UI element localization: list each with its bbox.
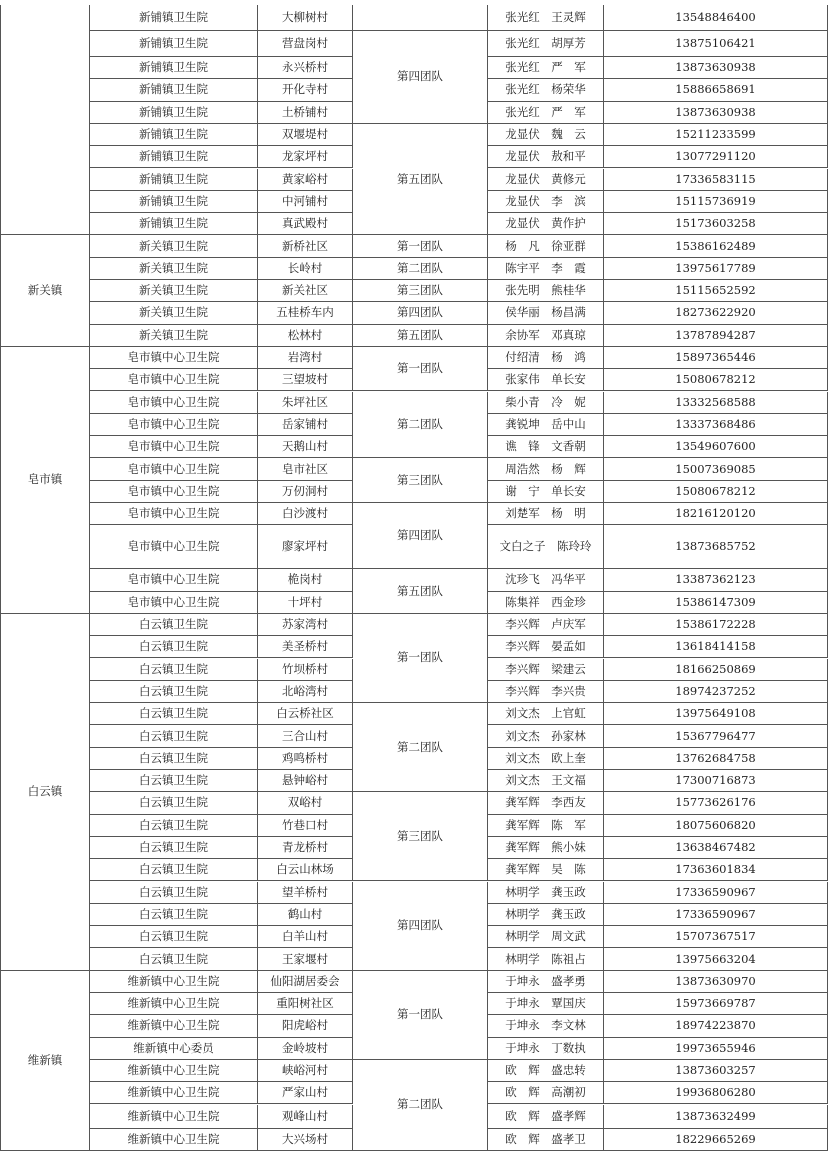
village-cell: 重阳树社区 [258,993,353,1015]
village-cell: 白羊山村 [258,926,353,948]
members-cell: 龙显伏 敖和平 [488,146,604,168]
hospital-cell: 新关镇卫生院 [90,258,258,280]
hospital-cell: 新关镇卫生院 [90,235,258,257]
members-cell: 龚军辉 李西友 [488,792,604,814]
phone-cell: 18974237252 [604,681,828,703]
members-cell: 林明学 周文武 [488,926,604,948]
members-cell: 于坤永 丁数执 [488,1038,604,1060]
members-cell: 张光红 严 军 [488,57,604,79]
village-cell: 黄家峪村 [258,169,353,191]
members-cell: 李兴辉 梁建云 [488,659,604,681]
village-cell: 皂市社区 [258,458,353,480]
phone-cell: 19936806280 [604,1082,828,1104]
hospital-cell: 白云镇卫生院 [90,859,258,881]
village-cell: 苏家湾村 [258,614,353,636]
village-cell: 土桥铺村 [258,102,353,124]
village-cell: 鸡鸣桥村 [258,748,353,770]
team-cell: 第五团队 [353,124,488,236]
members-cell: 张光红 严 军 [488,102,604,124]
members-cell: 陈宇平 李 霞 [488,258,604,280]
town-cell: 维新镇 [0,971,90,1151]
hospital-cell: 维新镇中心卫生院 [90,1105,258,1129]
hospital-cell: 新关镇卫生院 [90,302,258,324]
members-cell: 张光红 胡厚芳 [488,31,604,57]
phone-cell: 15707367517 [604,926,828,948]
members-cell: 欧 辉 盛孝辉 [488,1105,604,1129]
phone-cell: 13975617789 [604,258,828,280]
phone-cell: 13873632499 [604,1105,828,1129]
village-cell: 望羊桥村 [258,882,353,904]
phone-cell: 13875106421 [604,31,828,57]
phone-cell: 15386162489 [604,235,828,257]
members-cell: 龙显伏 李 滨 [488,191,604,213]
village-cell: 观峰山村 [258,1105,353,1129]
team-cell: 第四团队 [353,31,488,124]
members-cell: 龙显伏 魏 云 [488,124,604,146]
phone-cell: 18229665269 [604,1129,828,1151]
members-cell: 张先明 熊桂华 [488,280,604,302]
phone-cell: 19973655946 [604,1038,828,1060]
members-cell: 张光红 王灵辉 [488,5,604,31]
village-cell: 鹤山村 [258,904,353,926]
village-cell: 悬钟峪村 [258,770,353,792]
hospital-cell: 白云镇卫生院 [90,703,258,725]
team-cell: 第五团队 [353,325,488,347]
hospital-cell: 白云镇卫生院 [90,837,258,859]
village-cell: 开化寺村 [258,79,353,101]
members-cell: 张光红 杨荣华 [488,79,604,101]
hospital-cell: 新铺镇卫生院 [90,191,258,213]
phone-cell: 15115652592 [604,280,828,302]
members-cell: 杨 凡 徐亚群 [488,235,604,257]
village-cell: 美圣桥村 [258,636,353,658]
team-cell: 第一团队 [353,347,488,392]
hospital-cell: 皂市镇中心卫生院 [90,436,258,458]
hospital-cell: 维新镇中心卫生院 [90,971,258,993]
team-cell: 第三团队 [353,280,488,302]
members-cell: 于坤永 盛孝勇 [488,971,604,993]
members-cell: 林明学 龚玉政 [488,904,604,926]
village-cell: 松林村 [258,325,353,347]
village-cell: 朱坪社区 [258,392,353,414]
phone-cell: 18273622920 [604,302,828,324]
hospital-cell: 维新镇中心卫生院 [90,1060,258,1082]
hospital-cell: 新铺镇卫生院 [90,146,258,168]
phone-cell: 13549607600 [604,436,828,458]
team-cell: 第三团队 [353,458,488,503]
hospital-cell: 新铺镇卫生院 [90,102,258,124]
members-cell: 周浩然 杨 辉 [488,458,604,480]
village-cell: 白云山林场 [258,859,353,881]
village-cell: 白云桥社区 [258,703,353,725]
members-cell: 欧 辉 盛孝卫 [488,1129,604,1151]
phone-cell: 13618414158 [604,636,828,658]
village-cell: 双堰堤村 [258,124,353,146]
members-cell: 欧 辉 高潮初 [488,1082,604,1104]
hospital-cell: 皂市镇中心卫生院 [90,458,258,480]
phone-cell: 13077291120 [604,146,828,168]
phone-cell: 15973669787 [604,993,828,1015]
members-cell: 林明学 龚玉政 [488,882,604,904]
village-cell: 三望坡村 [258,369,353,391]
hospital-cell: 皂市镇中心卫生院 [90,369,258,391]
hospital-cell: 新铺镇卫生院 [90,79,258,101]
village-cell: 岩湾村 [258,347,353,369]
village-cell: 仙阳湖居委会 [258,971,353,993]
village-cell: 峡峪河村 [258,1060,353,1082]
phone-cell: 15080678212 [604,369,828,391]
village-cell: 新桥社区 [258,235,353,257]
hospital-cell: 维新镇中心委员 [90,1038,258,1060]
hospital-cell: 白云镇卫生院 [90,792,258,814]
phone-cell: 18075606820 [604,815,828,837]
team-cell: 第二团队 [353,392,488,459]
hospital-cell: 白云镇卫生院 [90,815,258,837]
village-cell: 龙家坪村 [258,146,353,168]
phone-cell: 15367796477 [604,725,828,747]
phone-cell: 15386172228 [604,614,828,636]
hospital-cell: 白云镇卫生院 [90,770,258,792]
hospital-cell: 皂市镇中心卫生院 [90,503,258,525]
hospital-cell: 维新镇中心卫生院 [90,993,258,1015]
team-cell: 第四团队 [353,882,488,971]
team-cell: 第二团队 [353,258,488,280]
team-cell: 第二团队 [353,703,488,792]
village-cell: 北峪湾村 [258,681,353,703]
team-cell: 第二团队 [353,1060,488,1151]
members-cell: 于坤永 李文林 [488,1015,604,1037]
phone-cell: 18216120120 [604,503,828,525]
team-cell: 第四团队 [353,302,488,324]
hospital-cell: 白云镇卫生院 [90,882,258,904]
hospital-cell: 新铺镇卫生院 [90,57,258,79]
village-cell: 阳虎峪村 [258,1015,353,1037]
hospital-cell: 新铺镇卫生院 [90,5,258,31]
hospital-cell: 皂市镇中心卫生院 [90,392,258,414]
team-cell: 第一团队 [353,614,488,703]
hospital-cell: 白云镇卫生院 [90,659,258,681]
members-cell: 龚锐坤 岳中山 [488,414,604,436]
village-cell: 长岭村 [258,258,353,280]
phone-cell: 13975649108 [604,703,828,725]
village-cell: 岳家铺村 [258,414,353,436]
village-cell: 十坪村 [258,592,353,614]
members-cell: 欧 辉 盛忠转 [488,1060,604,1082]
members-cell: 文白之子 陈玲玲 [488,525,604,569]
phone-cell: 13873603257 [604,1060,828,1082]
hospital-cell: 新铺镇卫生院 [90,124,258,146]
members-cell: 龙显伏 黄作护 [488,213,604,235]
phone-cell: 13548846400 [604,5,828,31]
team-cell [353,5,488,31]
phone-cell: 17336583115 [604,169,828,191]
phone-cell: 13787894287 [604,325,828,347]
hospital-cell: 新关镇卫生院 [90,280,258,302]
members-cell: 龚军辉 熊小妹 [488,837,604,859]
village-cell: 万仞洞村 [258,481,353,503]
phone-cell: 17336590967 [604,904,828,926]
members-cell: 余协军 邓真琼 [488,325,604,347]
hospital-cell: 白云镇卫生院 [90,748,258,770]
hospital-cell: 维新镇中心卫生院 [90,1015,258,1037]
hospital-cell: 皂市镇中心卫生院 [90,347,258,369]
team-cell: 第一团队 [353,235,488,257]
village-cell: 天鹅山村 [258,436,353,458]
phone-cell: 13337368486 [604,414,828,436]
phone-cell: 15115736919 [604,191,828,213]
phone-cell: 18166250869 [604,659,828,681]
members-cell: 李兴辉 卢庆军 [488,614,604,636]
members-cell: 刘文杰 上官虹 [488,703,604,725]
members-cell: 李兴辉 李兴贵 [488,681,604,703]
hospital-cell: 皂市镇中心卫生院 [90,592,258,614]
phone-cell: 13975663204 [604,948,828,970]
team-cell: 第四团队 [353,503,488,569]
hospital-cell: 白云镇卫生院 [90,614,258,636]
phone-cell: 15173603258 [604,213,828,235]
village-cell: 白沙渡村 [258,503,353,525]
hospital-cell: 新关镇卫生院 [90,325,258,347]
village-cell: 廖家坪村 [258,525,353,569]
phone-cell: 15007369085 [604,458,828,480]
hospital-cell: 皂市镇中心卫生院 [90,525,258,569]
hospital-cell: 新铺镇卫生院 [90,31,258,57]
village-cell: 金岭坡村 [258,1038,353,1060]
hospital-cell: 维新镇中心卫生院 [90,1129,258,1151]
hospital-cell: 白云镇卫生院 [90,926,258,948]
phone-cell: 13638467482 [604,837,828,859]
village-cell: 桅岗村 [258,569,353,591]
hospital-cell: 白云镇卫生院 [90,636,258,658]
hospital-cell: 白云镇卫生院 [90,904,258,926]
village-cell: 五桂桥车内 [258,302,353,324]
village-cell: 竹坝桥村 [258,659,353,681]
phone-cell: 15886658691 [604,79,828,101]
team-cell: 第一团队 [353,971,488,1060]
village-cell: 大柳树村 [258,5,353,31]
phone-cell: 15897365446 [604,347,828,369]
members-cell: 刘文杰 王文福 [488,770,604,792]
phone-cell: 15080678212 [604,481,828,503]
hospital-cell: 皂市镇中心卫生院 [90,569,258,591]
hospital-cell: 白云镇卫生院 [90,725,258,747]
members-cell: 陈集祥 西金珍 [488,592,604,614]
village-cell: 大兴场村 [258,1129,353,1151]
members-cell: 李兴辉 晏孟如 [488,636,604,658]
hospital-cell: 维新镇中心卫生院 [90,1082,258,1104]
hospital-cell: 新铺镇卫生院 [90,213,258,235]
members-cell: 谯 锋 文香朝 [488,436,604,458]
town-cell: 白云镇 [0,614,90,971]
village-cell: 中河铺村 [258,191,353,213]
members-cell: 张家伟 单长安 [488,369,604,391]
village-cell: 三合山村 [258,725,353,747]
members-cell: 刘文杰 孙家林 [488,725,604,747]
hospital-cell: 新铺镇卫生院 [90,169,258,191]
village-cell: 严家山村 [258,1082,353,1104]
phone-cell: 13332568588 [604,392,828,414]
hospital-cell: 皂市镇中心卫生院 [90,481,258,503]
members-cell: 沈珍飞 冯华平 [488,569,604,591]
members-cell: 龚军辉 陈 军 [488,815,604,837]
phone-cell: 17363601834 [604,859,828,881]
phone-cell: 13387362123 [604,569,828,591]
phone-cell: 15773626176 [604,792,828,814]
village-cell: 永兴桥村 [258,57,353,79]
members-cell: 于坤永 覃国庆 [488,993,604,1015]
phone-cell: 13762684758 [604,748,828,770]
town-cell: 新关镇 [0,235,90,347]
members-cell: 刘楚军 杨 明 [488,503,604,525]
members-cell: 龙显伏 黄修元 [488,169,604,191]
phone-cell: 18974223870 [604,1015,828,1037]
village-cell: 真武殿村 [258,213,353,235]
members-cell: 刘文杰 欧上奎 [488,748,604,770]
members-cell: 付绍清 杨 鸿 [488,347,604,369]
phone-cell: 13873685752 [604,525,828,569]
phone-cell: 15386147309 [604,592,828,614]
village-cell: 新关社区 [258,280,353,302]
hospital-cell: 皂市镇中心卫生院 [90,414,258,436]
members-cell: 林明学 陈祖占 [488,948,604,970]
phone-cell: 13873630970 [604,971,828,993]
team-cell: 第五团队 [353,569,488,614]
village-cell: 竹巷口村 [258,815,353,837]
members-cell: 谢 宁 单长安 [488,481,604,503]
members-cell: 侯华丽 杨昌满 [488,302,604,324]
phone-cell: 13873630938 [604,102,828,124]
town-cell: 皂市镇 [0,347,90,614]
village-cell: 双峪村 [258,792,353,814]
members-cell: 龚军辉 吴 陈 [488,859,604,881]
team-cell: 第三团队 [353,792,488,881]
members-cell: 柴小青 冷 妮 [488,392,604,414]
hospital-cell: 白云镇卫生院 [90,681,258,703]
village-cell: 营盘岗村 [258,31,353,57]
phone-cell: 15211233599 [604,124,828,146]
hospital-cell: 白云镇卫生院 [90,948,258,970]
phone-cell: 17300716873 [604,770,828,792]
village-cell: 青龙桥村 [258,837,353,859]
phone-cell: 17336590967 [604,882,828,904]
phone-cell: 13873630938 [604,57,828,79]
town-cell [0,5,90,235]
village-cell: 王家堰村 [258,948,353,970]
